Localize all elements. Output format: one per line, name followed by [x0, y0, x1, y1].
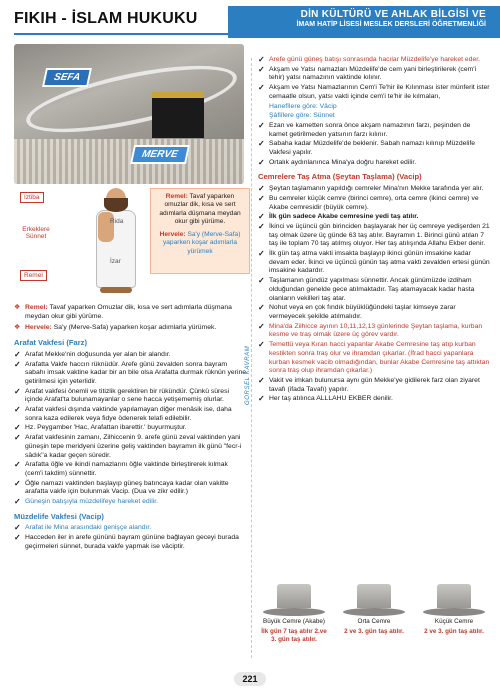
label-remel: Remel — [20, 270, 47, 281]
sai-lane — [21, 52, 242, 146]
kaaba-shape — [152, 92, 204, 138]
jamarat-stones — [258, 584, 490, 670]
stone-name: Küçük Cemre — [434, 618, 474, 625]
note-hervele-text: Sa'y (Merve-Safa) yaparken koşar adımlarla yürümek — [162, 231, 241, 255]
list-item: ✓ Taşlamanın gündüz yapılması sünnettir. Ancak günümüzde izdiham olduğundan genelde gece atılmaktadır. Taş atamayacak kadar hasta olanların vekilleri taş atar. — [258, 277, 490, 303]
section-muzdelife-title: Müzdelife Vakfesi (Vacip) — [14, 511, 104, 521]
note-remel-text: Tavaf yaparken omuzlar dik, kısa ve sert adımlarla düşmana meydan okur gibi yürüme. — [159, 193, 241, 225]
list-item: ✓ Akşam ve Yatsı Namazlarının Cem'i Te'hir ile Kılınması ister münferit ister cemaatle olsun, yatsı vakti içinde cem'i te'hir ile kılmaları, — [258, 84, 490, 101]
page-header — [0, 0, 500, 44]
pillar-icon — [357, 584, 391, 608]
label-izar: İzar — [110, 258, 121, 265]
list-item: ✓ Şeytan taşlamanın yapıldığı cemreler Mina'nın Mekke tarafında yer alır. — [258, 185, 490, 194]
note-remel-label: Remel: — [165, 193, 188, 200]
list-item: ✓ Arefe günü güneş batışı sonrasında hacılar Müzdelife'ye hareket eder. — [258, 56, 490, 65]
label-rida: Rida — [110, 218, 124, 225]
pillar-icon — [277, 584, 311, 608]
list-item: ✓ Akşam ve Yatsı namazları Müzdelife'de cem yani birleştirilerek (cem'i tehir) yatsı namazının vaktinde kılınır. — [258, 66, 490, 83]
list-item: ✓ Ortalık aydınlanınca Mina'ya doğru hareket edilir. — [258, 159, 490, 168]
list-item: ✓ İkinci ve üçüncü gün birinciden başlayarak her üç cemreye yedişerden 21 taş olmak üzere üç günde 63 taş atılır. Bayramın 1. Birinci günü atılan 7 taş ile toplam 70 taş atılmış oluyor. Her taş atılışında Allahu Ekber denir. — [258, 223, 490, 249]
stone-kucuk-cemre — [418, 584, 490, 636]
label-izdiba: Iztiba — [20, 192, 44, 203]
stone-count: 2 ve 3. gün taş atılır. — [344, 628, 404, 635]
list-item: ✓ Arafatta Vakfe haccın rüknüdür. Arefe günü zevalden sonra bayram sabahı imsak vaktine kadar bir an bile olsa Arafatta durmak rüknün yerine getirilmesi için yeterlidir. — [14, 361, 246, 387]
hanefi-ruling: Hanefîlere göre: Vâcip — [269, 102, 337, 110]
pillar-icon — [437, 584, 471, 608]
definition-hervele: ❖ Hervele: Sa'y (Merve-Safa) yaparken koşar adımlarla yürümek. — [14, 324, 246, 333]
list-item: ✓ Ezan ve kametten sonra önce akşam namazının farzı, peşinden de kamet getirilmeden yatsının farzı kılınır. — [258, 122, 490, 139]
sefa-tag: SEFA — [42, 68, 92, 87]
stone-name: Orta Cemre — [357, 618, 391, 625]
remel-hervele-note — [150, 188, 250, 274]
note-hervele-label: Hervele: — [159, 231, 186, 239]
list-item: ✓ Arafat ile Mina arasındaki genişçe alandır. — [14, 524, 246, 533]
list-item: ✓ Arafat vakfesi önemli ve titizlik gerektiren bir rükündür. Çünkü süresi içinde Arafat'ta bulunamayanlar o sene hacca yetişememiş olurlar. — [14, 388, 246, 405]
stone-name: Büyük Cemre (Akabe) — [263, 618, 325, 625]
left-column — [14, 304, 246, 553]
list-item: ✓ İlk gün sadece Akabe cemresine yedi taş atılır. — [258, 213, 490, 222]
pilgrim-figure — [86, 188, 146, 294]
title-underline — [14, 33, 229, 35]
list-item: ✓ Sabaha kadar Müzdelife'de beklenir. Sabah namazı kılınıp Müzdelife Vakfesi yapılır. — [258, 140, 490, 157]
list-item: ✓ Arafat Mekke'nin doğusunda yer alan bir alandır. — [14, 351, 246, 360]
list-item: ✓ Hacceden iler in arefe gününü bayram gününe bağlayan geceyi burada geçirmeleri sünnet, burada vakfe yapmak ise vâciptir. — [14, 534, 246, 551]
list-item: ✓ Bu cemreler küçük cemre (birinci cemre), orta cemre (ikinci cemre) ve Akabe cemresidir (büyük cemre). — [258, 195, 490, 212]
section-cemre-title: Cemrelere Taş Atma (Şeytan Taşlama) (Vacip) — [258, 172, 422, 182]
list-item: ✓ İlk gün taş atma vakti imsakta başlayıp ikinci günün imsakine kadar devam eder. İkinci ve üçüncü günün taş atma vakti zevalden ertesi günün imsakine kadardır. — [258, 250, 490, 276]
stone-count: 2 ve 3. gün taş atılır. — [424, 628, 484, 635]
stone-orta-cemre — [338, 584, 410, 636]
section-arafat-title: Arafat Vakfesi (Farz) — [14, 338, 88, 348]
page-title: FIKIH - İSLAM HUKUKU — [14, 10, 198, 27]
course-banner-line2: İMAM HATİP LİSESİ MESLEK DERSLERİ ÖĞRETMENLİĞİ — [296, 21, 486, 28]
list-item: ✓ Arafatta öğle ve ikindi namazlarını öğle vaktinde birleştirerek kılmak (cem'i takdim) sünnettir. — [14, 461, 246, 478]
list-item: ✓ Temettü veya Kıran hacci yapanlar Akabe Cemresine taş atıp kurban kestikten sonra traş olur ve ihramdan çıkarlar. (İfrad hacci yapanlara kurban kesmek vacib olmadığından, bunlar Akabe Cemresine taş attıktan sonra traş olup ihramdan çıkarlar.) — [258, 341, 490, 376]
definition-remel: ❖ Remel: Tavaf yaparken Omuzlar dik, kısa ve sert adımlarla düşmana meydan okur gibi yürüme. — [14, 304, 246, 321]
merve-tag: MERVE — [130, 145, 190, 164]
list-item: ✓ Her taş atılınca ALLLAHU EKBER denilir. — [258, 395, 490, 404]
page-number: 221 — [0, 672, 500, 686]
list-item: ✓ Nohut veya en çok fındık büyüklüğündeki taşlar kimseye zarar vermeyecek şekilde atılmalıdır. — [258, 304, 490, 321]
kaaba-photo — [14, 44, 244, 184]
list-item: ✓ Güneşin batışıyla müzdelifeye hareket edilir. — [14, 498, 246, 507]
course-banner — [228, 6, 500, 38]
list-item: ✓ Öğle namazı vaktinden başlayıp güneş batıncaya kadar olan vakitte arafatta vakfe için bulunmak Vacip. (Dua ve zikr edilir.) — [14, 480, 246, 497]
list-item: ✓ Arafat vakfesi dışında vaktinde yapılamayan diğer menâsik ise, daha sonra kaza edilerek veya fidye ödenerek telafi edilebilir. — [14, 406, 246, 423]
list-item: ✓ Mina'da Zilhicce ayının 10,11,12,13 günlerinde Şeytan taşlama, kurban kesme ve traş olmak üzere üç görev vardır. — [258, 323, 490, 340]
label-erkeklere-sunnet: Erkeklere Sünnet — [22, 226, 50, 240]
crowd-shape — [14, 139, 244, 184]
stone-buyuk-cemre — [258, 584, 330, 643]
list-item: ✓ Hz. Peygamber 'Hac, Arafattan ibarettir.' buyurmuştur. — [14, 424, 246, 433]
side-caption: GÖRSEL KAVRAM — [245, 345, 251, 405]
list-item: ✓ Arafat vakfesinin zamanı, Zilhiccenin 9. arefe günü zeval vaktinden yani güneşin tepe meridyeni üzerine geliş vaktinden bayramın ilk günü "fecr-i sâdık"a kadar geçen süredir. — [14, 434, 246, 460]
stone-count: İlk gün 7 taş atılır 2.ve 3. gün taş atılır. — [261, 628, 327, 643]
safii-ruling: Şâfiîlere göre: Sünnet — [269, 112, 335, 120]
list-item: ✓ Vakit ve imkan bulunursa aynı gün Mekke'ye gidilerek farz olan ziyaret tavafı (ifada Tavafı) yapılır. — [258, 377, 490, 394]
course-banner-line1: DİN KÜLTÜRÜ VE AHLAK BİLGİSİ VE — [300, 9, 486, 20]
right-column — [258, 56, 490, 405]
